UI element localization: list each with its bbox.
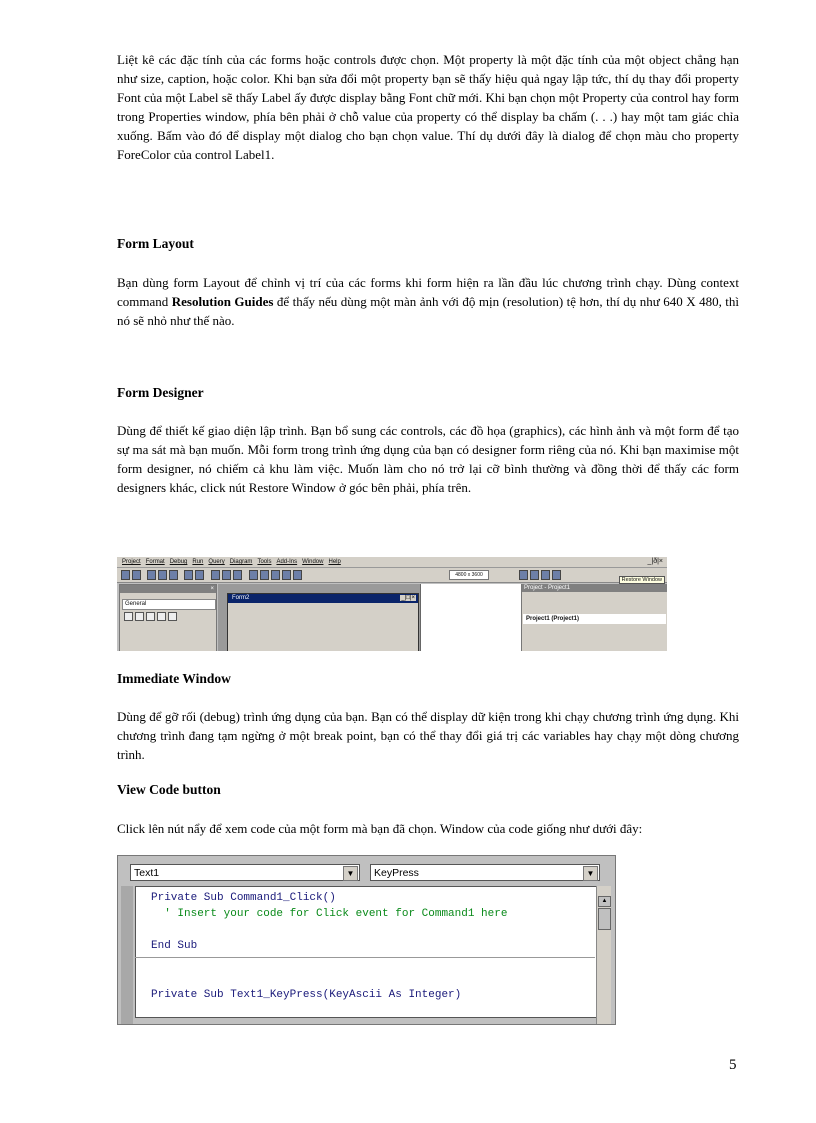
copy-icon[interactable] (158, 570, 167, 580)
redo-icon[interactable] (195, 570, 204, 580)
code-line-2: ' Insert your code for Click event for Command1 here (151, 908, 508, 920)
code-line-4: Private Sub Text1_KeyPress(KeyAscii As Integer) (151, 989, 462, 1001)
procedure-combo[interactable] (370, 864, 600, 881)
add-project-icon[interactable] (121, 570, 130, 580)
form-layout-text-pre: Bạn dùng form Layout để chỉnh vị trí của các forms khi form hiện ra lần đầu lúc chương trình chạy. Dùng context command (117, 275, 739, 309)
scroll-up-icon[interactable]: ▲ (598, 896, 611, 907)
stop-icon[interactable] (233, 570, 242, 580)
window-buttons[interactable]: _|ð|× (647, 558, 663, 565)
object-browser-icon[interactable] (282, 570, 291, 580)
checkbox-tool-icon[interactable] (146, 612, 155, 621)
form2-window-buttons[interactable]: _|□|× (401, 595, 415, 601)
immediate-window-paragraph: Dùng để gỡ rối (debug) trình ứng dụng của bạn. Bạn có thể display dữ kiện trong khi chạy chương trình ứng dụng. Khi chương trình đang tạm ngừng ở một break point, bạn có thể thay đổi giá trị các variables hay chạy một dòng chương trình. (117, 709, 739, 762)
code-line-1: Private Sub Command1_Click() (151, 892, 336, 904)
menu-item-window[interactable]: Window (302, 559, 324, 565)
run-icon[interactable] (211, 570, 220, 580)
pointer-tool-icon[interactable] (124, 612, 133, 621)
menu-item-tools[interactable]: Tools (257, 559, 272, 565)
view-code-paragraph: Click lên nút nẩy để xem code của một form mà bạn đã chọn. Window của code giống như dưới đây: (117, 821, 643, 836)
undo-icon[interactable] (184, 570, 193, 580)
menu-item-run[interactable]: Run (192, 559, 204, 565)
project-tree-item[interactable]: Project1 (Project1) (523, 614, 666, 624)
code-line-3: End Sub (151, 940, 198, 952)
resolution-guides-term: Resolution Guides (171, 294, 274, 309)
paste-icon[interactable] (169, 570, 178, 580)
project-explorer-caption: Project - Project1 (522, 584, 667, 592)
heading-view-code: View Code button (117, 782, 221, 797)
toolbar-icon-b[interactable] (530, 570, 539, 580)
ide-screenshot (117, 557, 667, 651)
heading-form-designer: Form Designer (117, 385, 204, 400)
menu-item-help[interactable]: Help (328, 559, 341, 565)
form-layout-icon[interactable] (271, 570, 280, 580)
menu-item-format[interactable]: Format (145, 559, 165, 565)
procedure-separator (135, 957, 595, 958)
toolbox-caption[interactable]: × (120, 585, 216, 593)
code-window-screenshot (117, 855, 616, 1025)
object-combo-arrow-icon[interactable]: ▼ (343, 866, 358, 881)
form2-window[interactable] (227, 593, 419, 651)
ide-toolbar (117, 568, 667, 583)
procedure-combo-value: KeyPress (374, 867, 419, 879)
project-explorer-panel (521, 584, 667, 651)
pause-icon[interactable] (222, 570, 231, 580)
page-number: 5 (729, 1057, 737, 1073)
procedure-combo-arrow-icon[interactable]: ▼ (583, 866, 598, 881)
toolbar-icon-a[interactable] (519, 570, 528, 580)
object-combo-value: Text1 (134, 867, 160, 879)
ide-menubar (117, 557, 667, 568)
properties-icon[interactable] (260, 570, 269, 580)
toolbox-icon[interactable] (293, 570, 302, 580)
object-combo[interactable] (130, 864, 360, 881)
scroll-thumb[interactable] (598, 908, 611, 930)
code-margin-bar (121, 886, 133, 1024)
heading-immediate-window: Immediate Window (117, 671, 231, 686)
toolbox-panel (119, 584, 217, 651)
toolbar-icon-c[interactable] (541, 570, 550, 580)
label-tool-icon[interactable] (135, 612, 144, 621)
menu-item-add-ins[interactable]: Add-Ins (276, 559, 298, 565)
menu-item-query[interactable]: Query (208, 559, 225, 565)
menu-item-debug[interactable]: Debug (169, 559, 188, 565)
option-tool-icon[interactable] (157, 612, 166, 621)
toolbar-icon-d[interactable] (552, 570, 561, 580)
size-readout: 4800 x 3600 (449, 570, 489, 580)
layout-pane (420, 584, 521, 651)
cut-icon[interactable] (147, 570, 156, 580)
image-tool-icon[interactable] (168, 612, 177, 621)
form2-caption: Form2 (228, 594, 418, 603)
toolbox-tab-general[interactable]: General (122, 599, 216, 610)
intro-paragraph: Liệt kê các đặc tính của các forms hoặc controls được chọn. Một property là một đặc tính của một object chẳng hạn như size, caption, hoặc color. Khi bạn sửa đổi một property bạn sẽ thấy hiệu quả ngay lập tức, thí dụ thay đổi property Font của một Label sẽ thấy Label ấy được display bằng Font chữ mới. Khi bạn chọn một Property của control hay form trong Properties window, phía bên phải ở chỗ value của property có thể display ba chấm (. . .) hay một tam giác chỉa xuống. Bấm vào đó để display một dialog cho bạn chọn value. Thí dụ dưới đây là dialog để chọn màu cho property ForeColor của control Label1. (117, 52, 739, 162)
form-designer-paragraph: Dùng để thiết kế giao diện lập trình. Bạn bổ sung các controls, các đồ họa (graphics), các hình ảnh và một form để tạo sự ma sát mà bạn muốn. Mỗi form trong trình ứng dụng của bạn có designer form riêng của nó. Khi bạn maximise một form designer, nó chiếm cả khu làm việc. Muốn làm cho nó trở lại cỡ bình thường và đồng thời để thấy các form designers khác, click nút Restore Window ở góc bên phải, phía trên. (117, 423, 739, 495)
form-layout-text-post: để thấy nếu dùng một màn ảnh với độ mịn (resolution) tệ hơn, thí dụ như 640 X 480, thì nó sẽ nhỏ như thế nào. (117, 294, 740, 328)
save-icon[interactable] (132, 570, 141, 580)
vertical-scrollbar[interactable] (596, 886, 611, 1024)
project-explorer-icon[interactable] (249, 570, 258, 580)
form-layout-paragraph (117, 273, 739, 330)
restore-window-tooltip: Restore Window (619, 576, 665, 584)
menu-item-project[interactable]: Project (122, 559, 141, 565)
menu-item-diagram[interactable]: Diagram (229, 559, 253, 565)
heading-form-layout: Form Layout (117, 236, 194, 251)
